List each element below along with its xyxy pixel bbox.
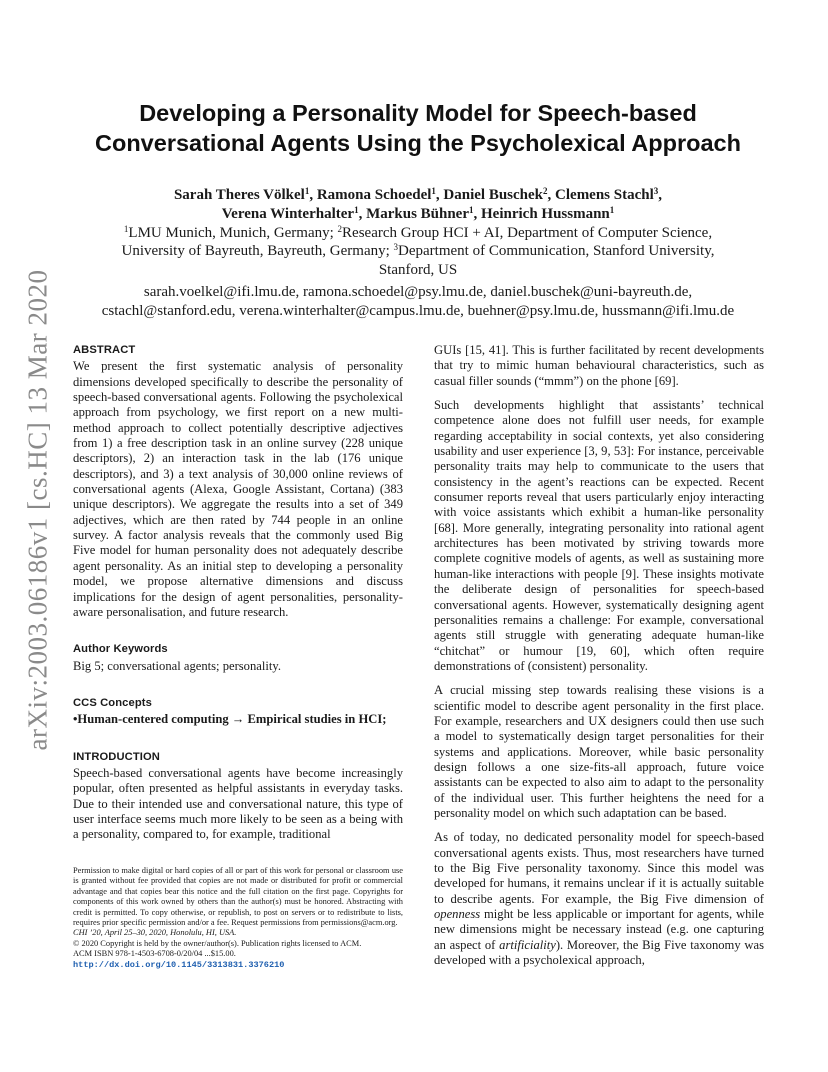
keywords-text: Big 5; conversational agents; personality.	[73, 658, 281, 673]
author-name: Ramona Schoedel	[316, 187, 432, 203]
copyright-line: © 2020 Copyright is held by the owner/author(s). Publication rights licensed to ACM.	[73, 938, 362, 948]
affiliation-text: Department of Communication, Stanford University,	[398, 243, 715, 260]
affiliation-mark: 1	[354, 204, 359, 215]
permission-notice: Permission to make digital or hard copies of all or part of this work for personal or classroom use is granted without fee provided that copies are not made or distributed for profit or commercial advantage and that copies bear this notice and the full citation on the first page. Copyrights for components of this work owned by others than the author(s) must be honored. Abstracting with credit is permitted. To copy otherwise, or republish, to post on servers or to redistribute to lists, requires prior specific permission and/or a fee. Request permissions from permissions@acm.org.	[73, 866, 403, 928]
abstract-text: We present the first systematic analysis of personality dimensions developed specifically to describe the personality of speech-based conversational agents. Following the psycholexical approach from psychology, we first report on a new multi-method approach to collect potentially descriptive adjectives from 1) a free description task in an online survey (228 unique descriptors), 2) an interaction task in the lab (176 unique descriptors), and 3) a text analysis of 30,000 online reviews of conversational agents (Alexa, Google Assistant, Cortana) (383 unique descriptors). We aggregate the results into a set of 349 adjectives, which are then rated by 744 people in an online survey. A factor analysis reveals that the commonly used Big Five model for human personality does not adequately describe agent personality. As an initial step to developing a personality model, we propose alternative dimensions and discuss implications for the design of agent personalities, personality-aware personalisation, and future research.	[73, 359, 403, 619]
separator: ,	[473, 205, 481, 222]
copyright-footnote	[73, 866, 403, 970]
introduction-text: Speech-based conversational agents have become increasingly popular, often presented as helpful assistants in everyday tasks. Due to their intended use and conversational nature, this type of user interface seems much more likely to be seen as a being with a personality, compared to, for example, traditional	[73, 765, 403, 842]
abstract-heading: ABSTRACT	[73, 344, 136, 356]
title-line-1: Developing a Personality Model for Speech-based	[139, 100, 697, 126]
ccs-heading: CCS Concepts	[73, 696, 152, 709]
paragraph: GUIs [15, 41]. This is further facilitated by recent developments that try to mimic human behavioural characteristics, such as casual filler sounds (“mmm”) on the phone [69].	[434, 343, 764, 388]
author-name: Clemens Stachl	[555, 187, 654, 203]
affiliation-line-3: Stanford, US	[378, 262, 458, 279]
author-name: Sarah Theres Völkel	[173, 187, 305, 203]
affiliation-mark: 1	[123, 223, 129, 234]
email-line-2: cstachl@stanford.edu, verena.winterhalter@campus.lmu.de, buehner@psy.lmu.de, hussmann@ifi.lmu.de	[101, 302, 735, 319]
trailing-comma: ,	[658, 187, 663, 203]
separator: ,	[358, 205, 367, 222]
arxiv-id-text: arXiv:2003.06186v1 [cs.HC] 13 Mar 2020	[22, 269, 53, 751]
affiliation-line-2	[60, 242, 776, 261]
title-line-2: Conversational Agents Using the Psycholexical Approach	[95, 130, 741, 156]
affiliation-mark: 3	[393, 242, 399, 253]
left-column	[73, 343, 403, 852]
affiliation-mark: 1	[431, 186, 436, 196]
affiliation-mark: 3	[653, 186, 659, 196]
ccs-text: •Human-centered computing → Empirical studies in HCI;	[73, 712, 387, 727]
paragraph	[434, 830, 764, 968]
introduction-heading: INTRODUCTION	[73, 750, 160, 763]
affiliation-text: LMU Munich, Munich, Germany;	[128, 224, 338, 241]
affiliation-mark: 1	[304, 186, 310, 196]
text-run: might be less applicable or important for agents, while new dimensions might be necessary instead (e.g. one capturing an aspect of	[434, 907, 764, 952]
affiliation-text: University of Bayreuth, Bayreuth, Germany;	[121, 243, 394, 260]
conference-line: CHI ’20, April 25–30, 2020, Honolulu, HI, USA.	[73, 928, 237, 938]
paper-title	[60, 98, 776, 158]
affiliation-mark: 1	[609, 204, 615, 215]
affiliation-mark: 2	[543, 186, 548, 196]
author-name: Markus Bühner	[366, 205, 469, 222]
emphasis: artificiality	[499, 937, 556, 952]
author-line-1	[60, 186, 776, 205]
text-run: ). Moreover, the Big Five taxonomy was developed with a psycholexical approach,	[434, 937, 764, 968]
author-line-2	[60, 205, 776, 224]
email-line-1: sarah.voelkel@ifi.lmu.de, ramona.schoedel@psy.lmu.de, daniel.buschek@uni-bayreuth.de,	[143, 283, 693, 300]
paragraph: Such developments highlight that assistants’ technical competence alone does not fulfill user needs, for example regarding acceptability in social contexts, yet also considering usability and user experience [3, 9, 53]: For instance, perceivable personality traits may help to communicate to the users that consistency in the agent’s reactions can be expected. Recent consumer reports reveal that users particularly enjoy interacting with voice assistants which exhibit a human-like personality [68]. More generally, integrating personality into rational agent architectures has been motivated by striving towards more complete cognitive models of agents, as well as sustaining more human-like interactions with people [9]. These insights motivate the deliberate design of personalities for speech-based conversational agents. However, systematically designing agent personalities remains a challenge: For example, conversational agents still struggle with generating adequate human-like “chitchat” or humour [19, 60], which often require demonstrations of (consistent) personality.	[434, 398, 764, 673]
emphasis: openness	[434, 907, 481, 922]
separator: ,	[435, 187, 444, 203]
affiliation-line-1	[60, 224, 776, 243]
doi-link[interactable]: http://dx.doi.org/10.1145/3313831.3376210	[73, 959, 285, 970]
author-name: Daniel Buschek	[443, 187, 544, 203]
separator: ,	[309, 187, 317, 203]
paragraph: A crucial missing step towards realising these visions is a scientific model to describe agent personality in the first place. For example, researchers and UX designers could then use such a model to systematically design target personalities for their systems and applications. Moreover, while basic personality design follows a one size-fits-all approach, future voice assistants can be expected to also aim to adapt to the personality of the individual user. This further heightens the need for a personality model on which such adaptation can be based.	[434, 683, 764, 820]
author-name: Heinrich Hussmann	[481, 205, 610, 222]
separator: ,	[547, 187, 556, 203]
affiliation-mark: 1	[469, 204, 474, 215]
affiliation-mark: 2	[337, 223, 343, 234]
isbn-line: ACM ISBN 978-1-4503-6708-0/20/04 ...$15.00.	[73, 949, 236, 959]
keywords-heading: Author Keywords	[73, 643, 168, 656]
author-name: Verena Winterhalter	[221, 205, 355, 222]
author-block	[60, 186, 776, 321]
right-column	[434, 343, 764, 977]
text-run: As of today, no dedicated personality model for speech-based conversational agents exists. Thus, most researchers have turned to the Big Five personality taxonomy. Since this model was developed for humans, it remains unclear if it is actually suitable to describe agents. For example, the Big Five dimension of	[434, 830, 764, 906]
affiliation-text: Research Group HCI + AI, Department of Computer Science,	[342, 224, 713, 241]
arxiv-identifier-watermark	[18, 230, 58, 790]
